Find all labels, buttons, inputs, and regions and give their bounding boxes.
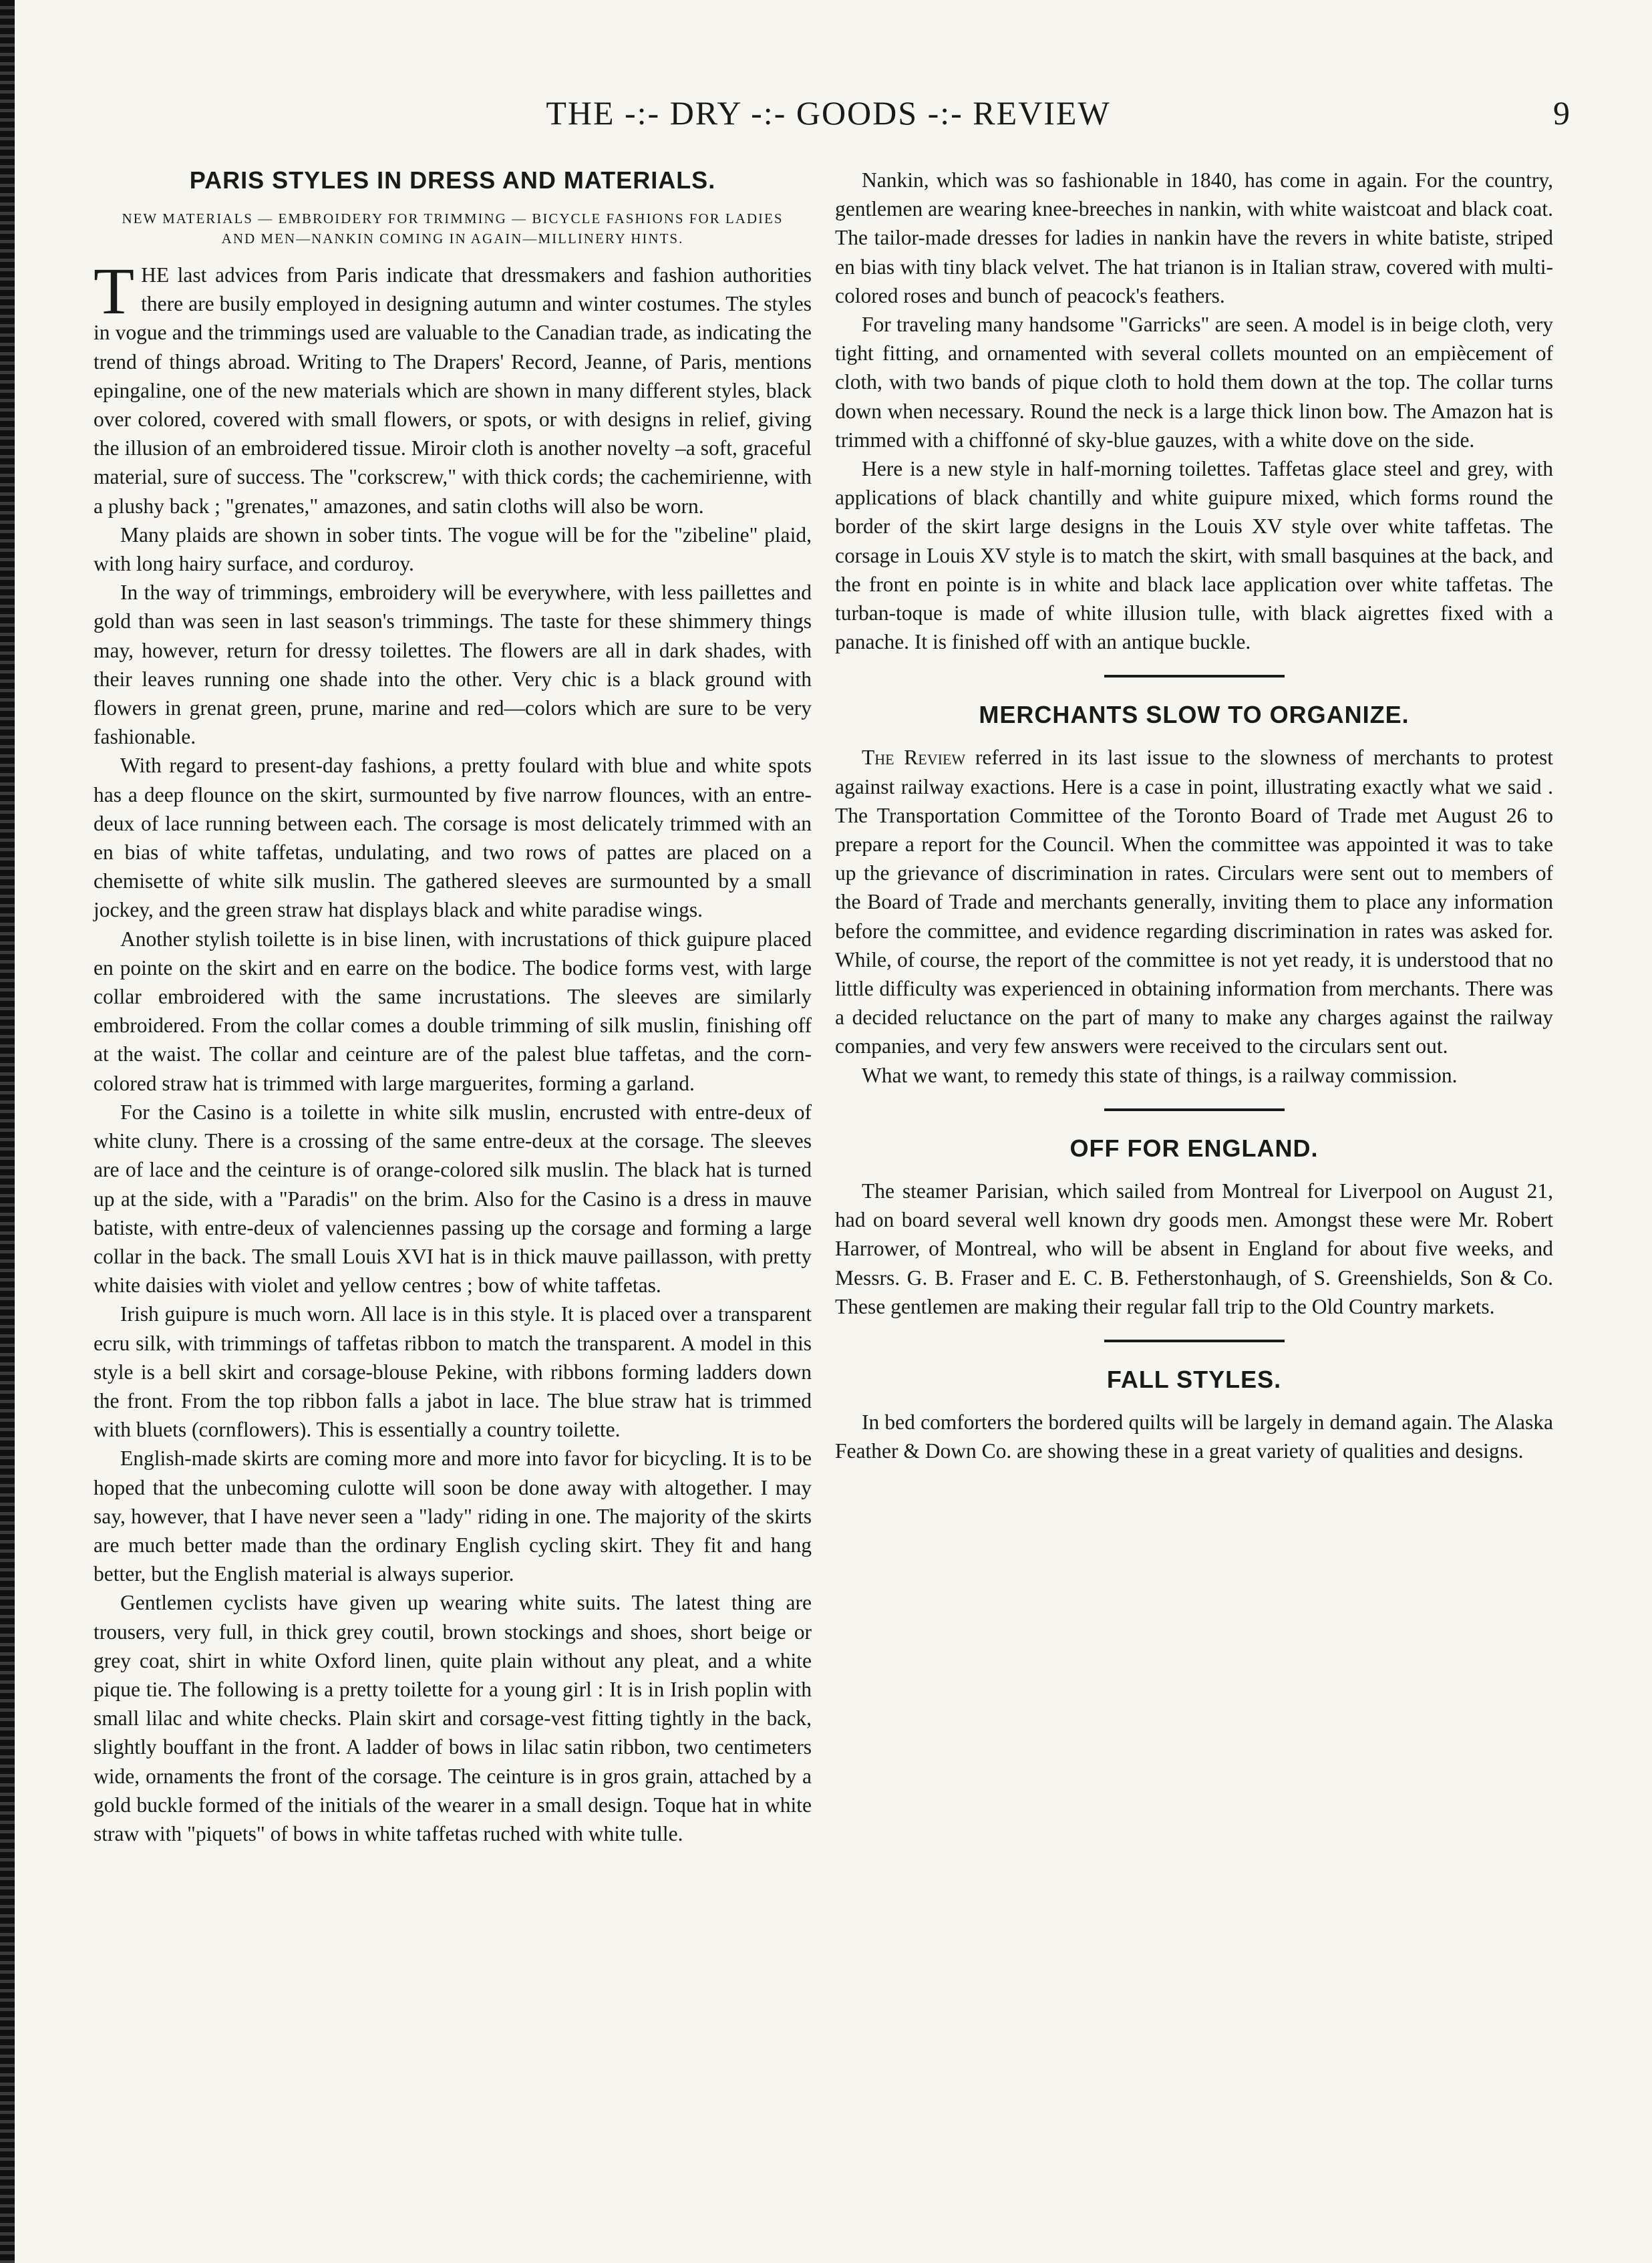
right-column-content	[835, 166, 1553, 1465]
section-divider	[1104, 675, 1285, 677]
page-number: 9	[1553, 94, 1570, 132]
section-divider	[1104, 1108, 1285, 1111]
article-headline-paris-styles: PARIS STYLES IN DRESS AND MATERIALS.	[189, 166, 716, 194]
article-headline-merchants: MERCHANTS SLOW TO ORGANIZE.	[979, 701, 1410, 729]
article-paragraph: In the way of trimmings, embroidery will be everywhere, with less paillettes and gold than was seen in last season's trimmings. The taste for these shimmery things may, however, return for dressy toilettes. The flowers are all in dark shades, with their leaves running one shade into the other. Very chic is a black ground with flowers in grenat green, prune, marine and red—colors which are sure to be very fashionable.	[94, 581, 812, 749]
article-paragraph: Another stylish toilette is in bise linen, with incrustations of thick guipure placed en pointe on the skirt and en earre on the bodice. The bodice forms vest, with large collar embroidered with the same incrustations. The sleeves are similarly embroidered. From the collar comes a double trimming of silk muslin, finishing off at the waist. The collar and ceinture are of the palest blue taffetas, and the corn-colored straw hat is trimmed with large marguerites, forming a garland.	[94, 927, 812, 1095]
binding-edge	[0, 0, 15, 2263]
section-divider	[1104, 1340, 1285, 1342]
article-paragraph: For traveling many handsome "Garricks" are seen. A model is in beige cloth, very tight fitting, and ornamented with several collets mounted on an empiècement of cloth, with two bands of pique cloth to hold them down at the top. The collar turns down when necessary. Round the neck is a large thick linon bow. The Amazon hat is trimmed with a chiffonné of sky-blue gauzes, with a white dove on the side.	[835, 313, 1553, 452]
article-paragraph: Gentlemen cyclists have given up wearing white suits. The latest thing are trousers, very full, in thick grey coutil, brown stockings and shoes, short beige or grey coat, shirt in white Oxford linen, quite plain without any pleat, and a white pique tie. The following is a pretty toilette for a young girl : It is in Irish poplin with small lilac and white checks. Plain skirt and corsage-vest fitting tightly in the back, slightly bouffant in the front. A ladder of bows in lilac satin ribbon, two centimeters wide, ornaments the front of the corsage. The ceinture is in gros grain, attached by a gold buckle formed of the initials of the wearer in a small design. Toque hat in white straw with "piquets" of bows in white taffetas ruched with white tulle.	[94, 1591, 812, 1845]
article-headline-fall-styles: FALL STYLES.	[1106, 1365, 1282, 1393]
article-paragraph: What we want, to remedy this state of things, is a railway commission.	[862, 1063, 1458, 1087]
article-paragraph: Here is a new style in half-morning toilettes. Taffetas glace steel and grey, with applications of black chantilly and white guipure mixed, which forms round the border of the skirt large designs in the Louis XV style over white taffetas. The corsage in Louis XV style is to match the skirt, with small basquines at the back, and the front en pointe is in white and black lace application over white taffetas. The turban-toque is made of white illusion tulle, with black aigrettes fixed with a panache. It is finished off with an antique buckle.	[835, 457, 1553, 654]
article-paragraph: Many plaids are shown in sober tints. The vogue will be for the "zibeline" plaid, with long hairy surface, and corduroy.	[94, 522, 812, 576]
article-paragraph: Nankin, which was so fashionable in 1840, has come in again. For the country, gentlemen are wearing knee-breeches in nankin, with white waistcoat and black coat. The tailor-made dresses for ladies in nankin have the revers in white batiste, striped en bias with tiny black velvet. The hat trianon is in Italian straw, covered with multi-colored roses and bunch of peacock's feathers.	[835, 168, 1553, 307]
drop-cap: T	[94, 254, 135, 328]
article-paragraph: THE last advices from Paris indicate that dressmakers and fashion authorities there are busily employed in designing autumn and winter costumes. The styles in vogue and the trimmings used are valuable to the Canadian trade, as indicating the trend of things abroad. Writing to The Drapers' Record, Jeanne, of Paris, mentions epingaline, one of the new materials which are shown in many different styles, black over colored, covered with small flowers, or spots, or with designs in relief, giving the illusion of an embroidered tissue. Miroir cloth is another novelty –a soft, graceful material, sure of success. The "corkscrew," with thick cords; the cachemirienne, with a plushy back ; "grenates," amazones, and satin cloths will also be worn.	[94, 254, 812, 518]
article-paragraph: Irish guipure is much worn. All lace is in this style. It is placed over a transparent ecru silk, with trimmings of taffetas ribbon to match the transparent. A model in this style is a bell skirt and corsage-blouse Pekine, with ribbons forming ladders down the front. From the top ribbon falls a jabot in lace. The blue straw hat is trimmed with bluets (cornflowers). This is essentially a country toilette.	[94, 1302, 812, 1442]
publication-title: THE -:- DRY -:- GOODS -:- REVIEW	[546, 94, 1111, 132]
article-paragraph: The Review referred in its last issue to the slowness of merchants to protest against railway exactions. Here is a case in point, illustrating exactly what we said . The Transportation Committee of the Toronto Board of Trade met August 26 to prepare a report for the Council. When the committee was appointed it was to take up the grievance of discrimination in rates. Circulars were sent out to members of the Board of Trade and merchants generally, inviting them to place any information before the committee, and evidence regarding discrimination in rates was asked for. While, of course, the report of the committee is not yet ready, it is understood that no little difficulty was experienced in obtaining information from merchants. There was a decided reluctance on the part of many to make any charges against the railway companies, and very few answers were received to the circulars sent out.	[835, 746, 1554, 1058]
article-paragraph: The steamer Parisian, which sailed from Montreal for Liverpool on August 21, had on board several well known dry goods men. Amongst these were Mr. Robert Harrower, of Montreal, who will be absent in England for about five weeks, and Messrs. G. B. Fraser and E. C. B. Fetherstonhaugh, of S. Greenshields, Son & Co. These gentlemen are making their regular fall trip to the Old Country markets.	[835, 1179, 1553, 1318]
article-paragraph: With regard to present-day fashions, a pretty foulard with blue and white spots has a deep flounce on the skirt, surmounted by five narrow flounces, with an entre-deux of lace running between each. The corsage is most delicately trimmed with an en bias of white taffetas, undulating, and two rows of pattes are placed on a chemisette of white silk muslin. The gathered sleeves are surmounted by a small jockey, and the green straw hat displays black and white paradise wings.	[94, 754, 812, 922]
article-headline-off-for-england: OFF FOR ENGLAND.	[1069, 1134, 1319, 1162]
article-deck: NEW MATERIALS — EMBROIDERY FOR TRIMMING — BICYCLE FASHIONS FOR LADIES AND MEN—NANKIN COMING IN AGAIN—MILLINERY HINTS.	[122, 210, 784, 247]
article-lead: The Review	[862, 746, 966, 770]
page-header	[94, 94, 1570, 140]
article-paragraph: In bed comforters the bordered quilts will be largely in demand again. The Alaska Feather & Down Co. are showing these in a great variety of qualities and designs.	[835, 1410, 1553, 1463]
left-column	[94, 166, 812, 1848]
article-paragraph: English-made skirts are coming more and more into favor for bicycling. It is to be hoped that the unbecoming culotte will soon be done away with altogether. I may say, however, that I have never seen a "lady" riding in one. The majority of the skirts are much better made than the ordinary English cycling skirt. They fit and hang better, but the English material is always superior.	[94, 1447, 812, 1586]
article-paragraph: For the Casino is a toilette in white silk muslin, encrusted with entre-deux of white cluny. There is a crossing of the same entre-deux at the corsage. The sleeves are of lace and the ceinture is of orange-colored silk muslin. The black hat is turned up at the side, with a "Paradis" on the brim. Also for the Casino is a dress in mauve batiste, with entre-deux of valenciennes passing up the corsage and forming a large collar in the back. The small Louis XVI hat is in thick mauve paillasson, with pretty white daisies with violet and yellow centres ; bow of white taffetas.	[94, 1100, 812, 1298]
